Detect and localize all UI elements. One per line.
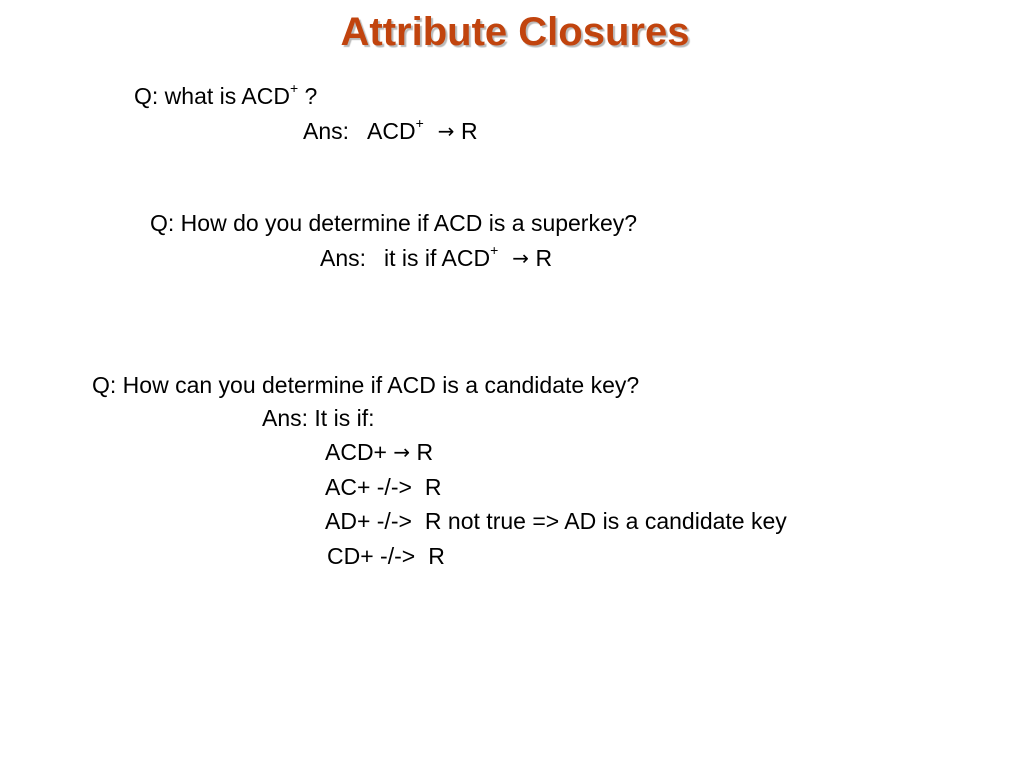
q2-question: Q: How do you determine if ACD is a superkey? [150, 210, 638, 236]
q3-question: Q: How can you determine if ACD is a candidate key? [92, 372, 640, 398]
condition-note: not true => AD is a candidate key [441, 508, 787, 534]
right-arrow-icon: → [512, 246, 530, 270]
q1-answer-text: ACD [367, 118, 416, 144]
condition-lhs: AD+ -/-> [325, 508, 412, 534]
q3-condition [325, 473, 442, 501]
condition-rhs: R [428, 543, 445, 569]
q1-answer [303, 117, 478, 146]
condition-lhs: CD+ -/-> [327, 543, 416, 569]
q2-answer-label: Ans: [320, 245, 367, 271]
q1-question-suffix: ? [298, 83, 318, 109]
q1-question-text: Q: what is ACD [134, 83, 290, 109]
condition-rhs: R [424, 474, 442, 500]
q3-condition [327, 542, 445, 570]
q2-answer-sup: + [490, 242, 499, 259]
q2-answer-text: it is if ACD [384, 245, 491, 271]
q2-answer-target: R [535, 245, 553, 271]
condition-lhs: ACD+ [325, 439, 387, 465]
slide-title: Attribute Closures [340, 10, 690, 54]
q1-question-sup: + [289, 80, 299, 97]
condition-lhs: AC+ -/-> [325, 474, 412, 500]
q3-answer-label: Ans: It is if: [262, 405, 375, 431]
q1-answer-target: R [460, 118, 478, 144]
condition-rhs: R [416, 439, 434, 465]
q1-answer-label: Ans: [303, 118, 350, 144]
right-arrow-icon: → [393, 440, 411, 464]
q3-condition [325, 438, 433, 467]
q1-answer-sup: + [415, 115, 424, 132]
q3-condition [325, 507, 787, 535]
condition-rhs: R [424, 508, 442, 534]
q1-question [134, 82, 317, 110]
right-arrow-icon: → [437, 119, 455, 143]
q2-answer [320, 244, 552, 273]
